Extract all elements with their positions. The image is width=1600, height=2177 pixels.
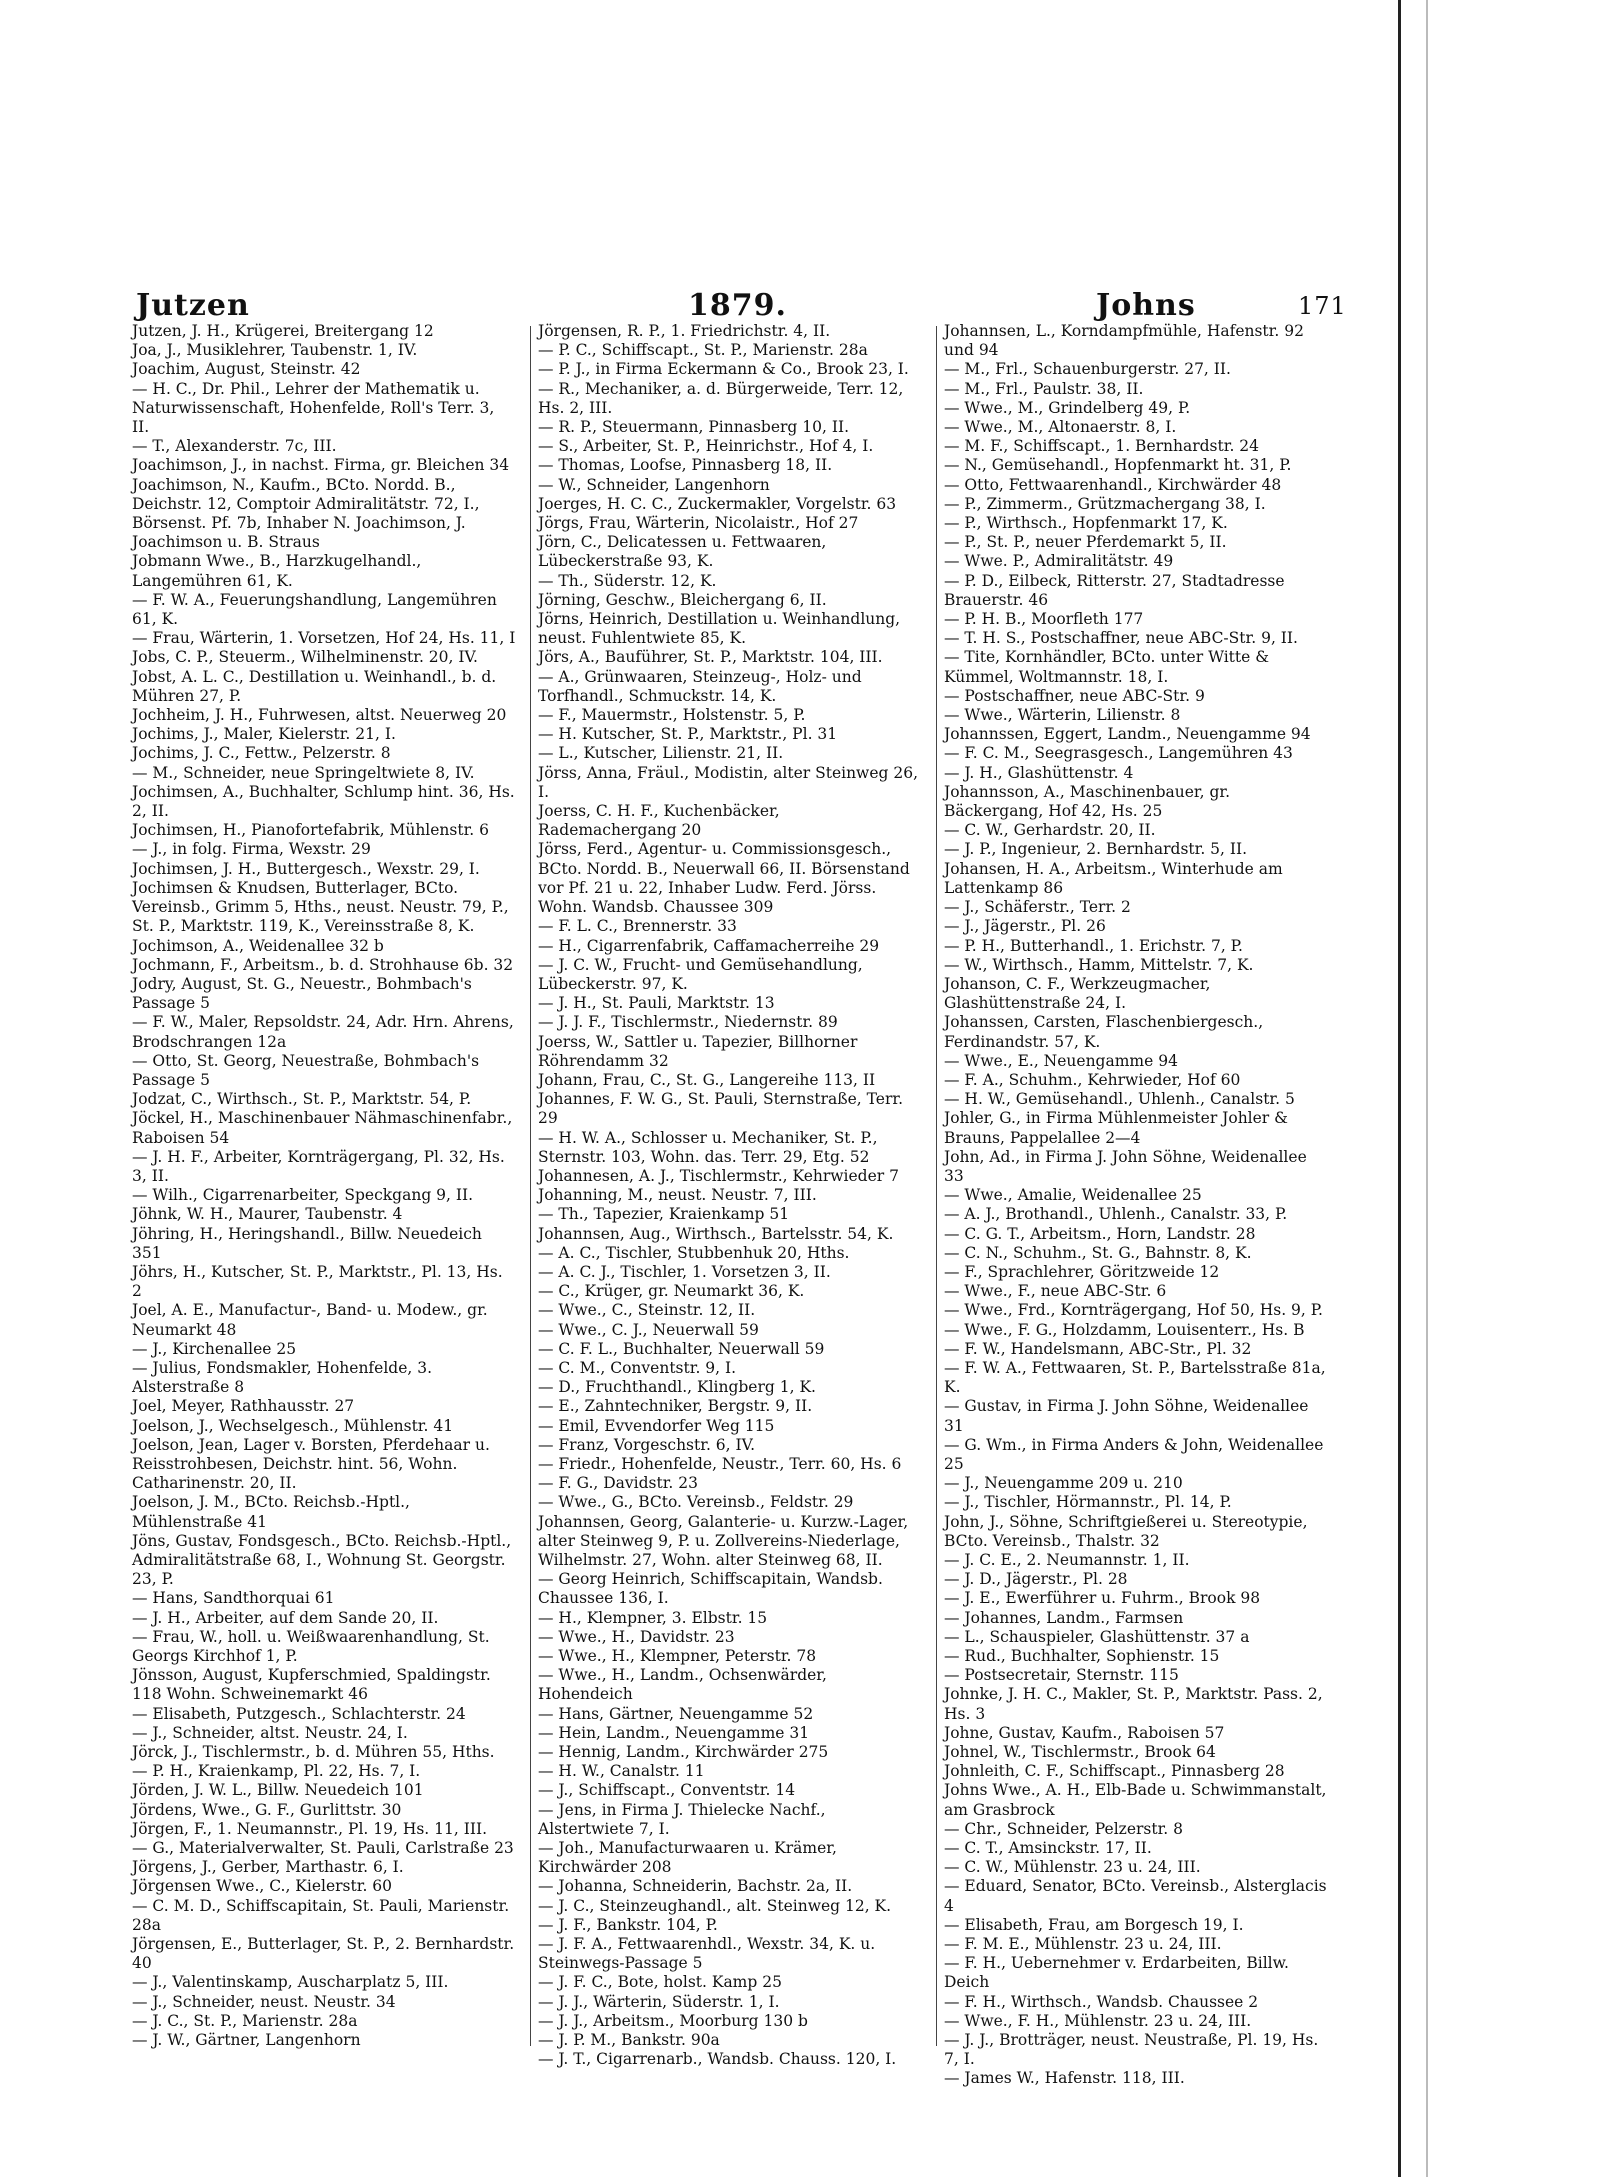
directory-entry: Jochimsen, A., Buchhalter, Schlump hint. 36, Hs. 2, II.: [132, 782, 520, 821]
directory-entry: Jochims, J., Maler, Kielerstr. 21, I.: [132, 725, 396, 744]
directory-entry: — H. W., Gemüsehandl., Uhlenh., Canalstr. 5: [944, 1090, 1295, 1109]
directory-entry: — J. J., Brotträger, neust. Neustraße, Pl. 19, Hs. 7, I.: [944, 2031, 1324, 2069]
directory-entry: — F. W., Handelsmann, ABC-Str., Pl. 32: [944, 1339, 1252, 1358]
directory-entry: Johne, Gustav, Kaufm., Raboisen 57: [944, 1723, 1225, 1742]
directory-entry: Jutzen, J. H., Krügerei, Breitergang 12: [132, 322, 434, 340]
directory-entry: — F. W. A., Fettwaaren, St. P., Bartelsstraße 81a, K.: [944, 1358, 1331, 1397]
directory-entry: — P. H., Kraienkamp, Pl. 22, Hs. 7, I.: [132, 1762, 421, 1781]
directory-entry: Joerges, H. C. C., Zuckermakler, Vorgelstr. 63: [538, 494, 897, 513]
directory-entry: — N., Gemüsehandl., Hopfenmarkt ht. 31, P.: [944, 456, 1292, 475]
directory-entry: — J., Schneider, neust. Neustr. 34: [132, 1992, 396, 2011]
directory-entry: — Hein, Landm., Neuengamme 31: [538, 1723, 810, 1742]
directory-entry: — C. W., Mühlenstr. 23 u. 24, III.: [944, 1858, 1201, 1877]
directory-entry: Jörgen, F., 1. Neumannstr., Pl. 19, Hs. 11, III.: [132, 1819, 488, 1838]
directory-entry: Johnleith, C. F., Schiffscapt., Pinnasberg 28: [944, 1762, 1285, 1781]
directory-entry: Jöhrs, H., Kutscher, St. P., Marktstr., Pl. 13, Hs. 2: [132, 1262, 508, 1301]
directory-entry: Jördens, Wwe., G. F., Gurlittstr. 30: [132, 1800, 402, 1819]
page-number: 171: [1298, 292, 1347, 320]
directory-entry: Johanson, C. F., Werkzeugmacher, Glashüttenstraße 24, I.: [944, 974, 1216, 1013]
directory-entry: — C. T., Amsinckstr. 17, II.: [944, 1839, 1152, 1858]
directory-entry: Jochmann, F., Arbeitsm., b. d. Strohhause 6b. 32: [132, 955, 514, 974]
directory-entry: — Wwe., H., Landm., Ochsenwärder, Hohendeich: [538, 1666, 832, 1704]
directory-entry: — J. P., Ingenieur, 2. Bernhardstr. 5, II.: [944, 840, 1248, 859]
directory-entry: — Wwe., H., Davidstr. 23: [538, 1627, 735, 1646]
directory-entry: — J. E., Ewerführer u. Fuhrm., Brook 98: [944, 1589, 1261, 1608]
directory-entry: Jodry, August, St. G., Neuestr., Bohmbach's Passage 5: [132, 974, 477, 1013]
directory-entry: — Georg Heinrich, Schiffscapitain, Wandsb. Chaussee 136, I.: [538, 1570, 888, 1608]
directory-entry: — Elisabeth, Putzgesch., Schlachterstr. 24: [132, 1704, 466, 1723]
directory-entry: — F., Sprachlehrer, Göritzweide 12: [944, 1262, 1220, 1281]
directory-entry: — L., Schauspieler, Glashüttenstr. 37 a: [944, 1627, 1250, 1646]
directory-entry: — F. L. C., Brennerstr. 33: [538, 917, 737, 936]
directory-column-1: [132, 322, 520, 2122]
directory-entry: Joel, A. E., Manufactur-, Band- u. Modew., gr. Neumarkt 48: [132, 1301, 493, 1339]
directory-entry: — Franz, Vorgeschstr. 6, IV.: [538, 1435, 756, 1454]
directory-entry: — J. T., Cigarrenarb., Wandsb. Chauss. 120, I.: [538, 2050, 897, 2069]
directory-entry: — Emil, Evvendorfer Weg 115: [538, 1416, 775, 1435]
directory-entry: — J. H., Glashüttenstr. 4: [944, 763, 1134, 782]
directory-entry: — Otto, Fettwaarenhandl., Kirchwärder 48: [944, 475, 1282, 494]
directory-entry: — P. C., Schiffscapt., St. P., Marienstr. 28a: [538, 341, 868, 360]
directory-entry: — F. H., Uebernehmer v. Erdarbeiten, Billw. Deich: [944, 1954, 1294, 1992]
directory-entry: — H. Kutscher, St. P., Marktstr., Pl. 31: [538, 725, 838, 744]
directory-entry: Jörgensen Wwe., C., Kielerstr. 60: [132, 1877, 393, 1896]
directory-entry: — P., Wirthsch., Hopfenmarkt 17, K.: [944, 514, 1228, 533]
directory-entry: — Joh., Manufacturwaaren u. Krämer, Kirchwärder 208: [538, 1839, 842, 1877]
directory-entry: — F. C. M., Seegrasgesch., Langemühren 43: [944, 744, 1293, 763]
directory-entry: — Wwe., M., Grindelberg 49, P.: [944, 398, 1191, 417]
directory-entry: — Rud., Buchhalter, Sophienstr. 15: [944, 1647, 1220, 1666]
directory-entry: — Thomas, Loofse, Pinnasberg 18, II.: [538, 456, 833, 475]
directory-entry: Jöckel, H., Maschinenbauer Nähmaschinenfabr., Raboisen 54: [132, 1109, 518, 1147]
directory-entry: Jobst, A. L. C., Destillation u. Weinhandl., b. d. Mühren 27, P.: [132, 667, 502, 705]
directory-entry: — A. C., Tischler, Stubbenhuk 20, Hths.: [538, 1243, 850, 1262]
directory-entry: — J. F. C., Bote, holst. Kamp 25: [538, 1973, 782, 1992]
directory-entry: Jodzat, C., Wirthsch., St. P., Marktstr. 54, P.: [132, 1090, 472, 1109]
directory-entry: Joachimson, N., Kaufm., BCto. Nordd. B., Deichstr. 12, Comptoir Admiralitätstr. 72, I., Börsenst. Pf. 7b, Inhaber N. Joachimson, J. Joachimson u. B. Straus: [132, 475, 485, 552]
directory-entry: — C. M. D., Schiffscapitain, St. Pauli, Marienstr. 28a: [132, 1896, 515, 1934]
directory-entry: Johnke, J. H. C., Makler, St. P., Marktstr. Pass. 2, Hs. 3: [944, 1685, 1328, 1723]
directory-entry: — A. C. J., Tischler, 1. Vorsetzen 3, II.: [538, 1262, 831, 1281]
directory-entry: Johannssen, Eggert, Landm., Neuengamme 94: [944, 725, 1311, 744]
directory-entry: — J. C., Steinzeughandl., alt. Steinweg 12, K.: [538, 1896, 892, 1915]
directory-entry: Johannes, F. W. G., St. Pauli, Sternstraße, Terr. 29: [538, 1090, 908, 1128]
directory-entry: — Postsecretair, Sternstr. 115: [944, 1666, 1179, 1685]
directory-entry: — Wwe., M., Altonaerstr. 8, I.: [944, 418, 1177, 437]
directory-entry: — Wwe., H., Klempner, Peterstr. 78: [538, 1647, 817, 1666]
directory-entry: Johannsen, L., Korndampfmühle, Hafenstr. 92 und 94: [944, 322, 1309, 360]
directory-entry: — J. F. A., Fettwaarenhdl., Wexstr. 34, K. u. Steinwegs-Passage 5: [538, 1935, 881, 1973]
directory-entry: — J. H., St. Pauli, Marktstr. 13: [538, 994, 775, 1013]
directory-entry: — J. F., Bankstr. 104, P.: [538, 1915, 718, 1934]
directory-entry: — Th., Süderstr. 12, K.: [538, 571, 717, 590]
directory-entry: — Wwe., Amalie, Weidenallee 25: [944, 1186, 1202, 1205]
directory-entry: — J., Schäferstr., Terr. 2: [944, 898, 1131, 917]
directory-entry: — H., Cigarrenfabrik, Caffamacherreihe 29: [538, 936, 880, 955]
directory-entry: — J., Schneider, altst. Neustr. 24, I.: [132, 1723, 408, 1742]
directory-entry: Jochheim, J. H., Fuhrwesen, altst. Neuerweg 20: [132, 706, 507, 725]
directory-entry: — J. C. E., 2. Neumannstr. 1, II.: [944, 1551, 1190, 1569]
directory-entry: — H. W. A., Schlosser u. Mechaniker, St. P., Sternstr. 103, Wohn. das. Terr. 29, Etg. 52: [538, 1128, 883, 1166]
column-divider-2: [936, 326, 937, 2046]
directory-entry: — Friedr., Hohenfelde, Neustr., Terr. 60, Hs. 6: [538, 1454, 902, 1473]
directory-entry: Johanssen, Carsten, Flaschenbiergesch., Ferdinandstr. 57, K.: [944, 1013, 1269, 1051]
directory-entry: — Hans, Sandthorquai 61: [132, 1589, 335, 1608]
directory-entry: Jöhnk, W. H., Maurer, Taubenstr. 4: [132, 1205, 403, 1224]
directory-entry: — L., Kutscher, Lilienstr. 21, II.: [538, 744, 784, 763]
directory-entry: — C. F. L., Buchhalter, Neuerwall 59: [538, 1339, 825, 1358]
directory-entry: — W., Wirthsch., Hamm, Mittelstr. 7, K.: [944, 955, 1254, 974]
directory-entry: Jöns, Gustav, Fondsgesch., BCto. Reichsb.-Hptl., Admiralitätstraße 68, I., Wohnung St. Georgstr. 23, P.: [132, 1531, 517, 1589]
directory-entry: — Tite, Kornhändler, BCto. unter Witte & Kümmel, Woltmannstr. 18, I.: [944, 648, 1274, 686]
directory-column-2: [538, 322, 922, 2122]
directory-entry: Jöhring, H., Heringshandl., Billw. Neuedeich 351: [132, 1224, 487, 1262]
directory-entry: Jörck, J., Tischlermstr., b. d. Mühren 55, Hths.: [132, 1743, 495, 1762]
directory-entry: — T., Alexanderstr. 7c, III.: [132, 437, 337, 456]
directory-entry: — Wwe., F., neue ABC-Str. 6: [944, 1282, 1167, 1301]
directory-entry: — Wwe., E., Neuengamme 94: [944, 1051, 1178, 1070]
directory-entry: — Julius, Fondsmakler, Hohenfelde, 3. Alsterstraße 8: [132, 1358, 437, 1397]
directory-entry: — C. G. T., Arbeitsm., Horn, Landstr. 28: [944, 1224, 1256, 1243]
directory-entry: — G. Wm., in Firma Anders & John, Weidenallee 25: [944, 1435, 1329, 1473]
directory-entry: — Johannes, Landm., Farmsen: [944, 1608, 1184, 1627]
directory-entry: Jörgs, Frau, Wärterin, Nicolaistr., Hof 27: [538, 514, 859, 533]
directory-entry: — Gustav, in Firma J. John Söhne, Weidenallee 31: [944, 1397, 1314, 1435]
directory-entry: John, Ad., in Firma J. John Söhne, Weidenallee 33: [944, 1147, 1312, 1185]
directory-entry: — Wwe., Wärterin, Lilienstr. 8: [944, 706, 1181, 725]
directory-entry: — R., Mechaniker, a. d. Bürgerweide, Terr. 12, Hs. 2, III.: [538, 379, 909, 417]
directory-entry: Jörning, Geschw., Bleichergang 6, II.: [538, 590, 827, 609]
directory-entry: — J. C., St. P., Marienstr. 28a: [132, 2011, 358, 2030]
directory-entry: — C. W., Gerhardstr. 20, II.: [944, 821, 1156, 840]
directory-entry: — H., Klempner, 3. Elbstr. 15: [538, 1608, 768, 1627]
directory-entry: — J. H., Arbeiter, auf dem Sande 20, II.: [132, 1608, 439, 1627]
directory-entry: — Chr., Schneider, Pelzerstr. 8: [944, 1819, 1184, 1838]
directory-entry: — C. N., Schuhm., St. G., Bahnstr. 8, K.: [944, 1243, 1252, 1262]
directory-entry: — J. P. M., Bankstr. 90a: [538, 2031, 720, 2050]
header-right-word: Johns: [1096, 288, 1196, 323]
directory-entry: Jörss, Ferd., Agentur- u. Commissionsgesch., BCto. Nordd. B., Neuerwall 66, II. Börsenstand vor Pf. 21 u. 22, Inhaber Ludw. Ferd. Jörss. Wohn. Wandsb. Chaussee 309: [538, 840, 915, 917]
directory-entry: — J., Schiffscapt., Conventstr. 14: [538, 1781, 796, 1800]
directory-entry: — Wwe. P., Admiralitätstr. 49: [944, 552, 1174, 571]
directory-entry: Johns Wwe., A. H., Elb-Bade u. Schwimmanstalt, am Grasbrock: [944, 1781, 1332, 1819]
directory-entry: — M., Schneider, neue Springeltwiete 8, IV.: [132, 763, 475, 782]
directory-entry: Jörn, C., Delicatessen u. Fettwaaren, Lübeckerstraße 93, K.: [538, 533, 832, 571]
directory-entry: — F. W. A., Feuerungshandlung, Langemühren 61, K.: [132, 590, 502, 629]
directory-entry: — C., Krüger, gr. Neumarkt 36, K.: [538, 1282, 805, 1301]
directory-entry: Johanning, M., neust. Neustr. 7, III.: [538, 1186, 817, 1205]
directory-entry: Jörns, Heinrich, Destillation u. Weinhandlung, neust. Fuhlentwiete 85, K.: [538, 610, 906, 648]
directory-entry: Joel, Meyer, Rathhausstr. 27: [132, 1397, 355, 1416]
directory-entry: — G., Materialverwalter, St. Pauli, Carlstraße 23: [132, 1839, 514, 1858]
directory-entry: — Johanna, Schneiderin, Bachstr. 2a, II.: [538, 1877, 853, 1896]
directory-entry: — J. C. W., Frucht- und Gemüsehandlung, Lübeckerstr. 97, K.: [538, 955, 868, 993]
directory-entry: — F., Mauermstr., Holstenstr. 5, P.: [538, 706, 806, 725]
directory-entry: — Hennig, Landm., Kirchwärder 275: [538, 1743, 829, 1762]
directory-entry: — T. H. S., Postschaffner, neue ABC-Str. 9, II.: [944, 629, 1298, 648]
directory-column-3: [944, 322, 1332, 2122]
directory-entry: Joachim, August, Steinstr. 42: [132, 360, 361, 379]
directory-entry: — Hans, Gärtner, Neuengamme 52: [538, 1704, 814, 1723]
directory-entry: — Wwe., C., Steinstr. 12, II.: [538, 1301, 756, 1320]
directory-entry: Jörs, A., Bauführer, St. P., Marktstr. 104, III.: [538, 648, 883, 667]
directory-entry: — Wwe., G., BCto. Vereinsb., Feldstr. 29: [538, 1493, 854, 1512]
directory-entry: Jochimsen & Knudsen, Butterlager, BCto. Vereinsb., Grimm 5, Hths., neust. Neustr. 79, P., St. P., Marktstr. 119, K., Vereinsstraße 8, K.: [132, 878, 514, 936]
directory-entry: Jochimsen, J. H., Buttergesch., Wexstr. 29, I.: [132, 859, 480, 878]
directory-entry: — H. W., Canalstr. 11: [538, 1762, 705, 1781]
directory-entry: — P. H. B., Moorfleth 177: [944, 610, 1144, 629]
directory-entry: — P., St. P., neuer Pferdemarkt 5, II.: [944, 533, 1227, 552]
directory-entry: — P., Zimmerm., Grützmachergang 38, I.: [944, 494, 1266, 513]
directory-entry: — Jens, in Firma J. Thielecke Nachf., Alstertwiete 7, I.: [538, 1800, 831, 1838]
directory-entry: Jörgensen, R. P., 1. Friedrichstr. 4, II.: [538, 322, 831, 340]
directory-entry: Jörgensen, E., Butterlager, St. P., 2. Bernhardstr. 40: [132, 1935, 520, 1973]
directory-entry: Joa, J., Musiklehrer, Taubenstr. 1, IV.: [132, 341, 418, 360]
directory-entry: Jörss, Anna, Fräul., Modistin, alter Steinweg 26, I.: [538, 763, 923, 801]
directory-entry: — J., Neuengamme 209 u. 210: [944, 1474, 1183, 1493]
directory-entry: — J. D., Jägerstr., Pl. 28: [944, 1570, 1128, 1589]
directory-entry: Joelson, J. M., BCto. Reichsb.-Hptl., Mühlenstraße 41: [132, 1493, 415, 1531]
directory-entry: Jobs, C. P., Steuerm., Wilhelminenstr. 20, IV.: [132, 648, 478, 667]
directory-entry: — J. J., Wärterin, Süderstr. 1, I.: [538, 1992, 780, 2011]
directory-entry: Johann, Frau, C., St. G., Langereihe 113, II: [538, 1070, 876, 1089]
directory-entry: — Frau, Wärterin, 1. Vorsetzen, Hof 24, Hs. 11, I: [132, 629, 516, 648]
directory-entry: Johannsen, Georg, Galanterie- u. Kurzw.-Lager, alter Steinweg 9, P. u. Zollvereins-Niederlage, Wilhelmstr. 27, Wohn. alter Steinweg 68, II.: [538, 1512, 914, 1569]
page-edge-shadow: [1398, 0, 1401, 2177]
directory-entry: — J., Valentinskamp, Auscharplatz 5, III.: [132, 1973, 449, 1992]
directory-entry: — J. H. F., Arbeiter, Kornträgergang, Pl. 32, Hs. 3, II.: [132, 1147, 510, 1185]
directory-entry: — Wwe., Frd., Kornträgergang, Hof 50, Hs. 9, P.: [944, 1301, 1323, 1320]
directory-entry: Joerss, C. H. F., Kuchenbäcker, Rademachergang 20: [538, 802, 785, 840]
directory-entry: Joachimson, J., in nachst. Firma, gr. Bleichen 34: [132, 456, 510, 475]
directory-entry: Jochims, J. C., Fettw., Pelzerstr. 8: [132, 744, 391, 763]
directory-entry: — J. J. F., Tischlermstr., Niedernstr. 89: [538, 1013, 838, 1032]
directory-entry: — F. A., Schuhm., Kehrwieder, Hof 60: [944, 1070, 1241, 1089]
directory-entry: — Wwe., F. H., Mühlenstr. 23 u. 24, III.: [944, 2011, 1252, 2030]
directory-entry: John, J., Söhne, Schriftgießerei u. Stereotypie, BCto. Vereinsb., Thalstr. 32: [944, 1512, 1313, 1550]
directory-entry: — Wwe., C. J., Neuerwall 59: [538, 1320, 759, 1339]
directory-entry: Jörden, J. W. L., Billw. Neuedeich 101: [132, 1781, 424, 1800]
directory-entry: — F. H., Wirthsch., Wandsb. Chaussee 2: [944, 1992, 1259, 2011]
directory-entry: — Otto, St. Georg, Neuestraße, Bohmbach's Passage 5: [132, 1051, 485, 1089]
directory-entry: — A., Grünwaaren, Steinzeug-, Holz- und Torfhandl., Schmuckstr. 14, K.: [538, 667, 867, 705]
directory-entry: Johler, G., in Firma Mühlenmeister Johler & Brauns, Pappelallee 2—4: [944, 1109, 1293, 1147]
directory-entry: Johnel, W., Tischlermstr., Brook 64: [944, 1743, 1216, 1762]
directory-entry: — J. J., Arbeitsm., Moorburg 130 b: [538, 2011, 808, 2030]
directory-entry: — Eduard, Senator, BCto. Vereinsb., Alsterglacis 4: [944, 1877, 1332, 1915]
directory-entry: — A. J., Brothandl., Uhlenh., Canalstr. 33, P.: [944, 1205, 1288, 1224]
directory-entry: — Wwe., F. G., Holzdamm, Louisenterr., Hs. B: [944, 1320, 1305, 1339]
directory-entry: Joelson, Jean, Lager v. Borsten, Pferdehaar u. Reisstrohbesen, Deichstr. hint. 56, Wohn. Catharinenstr. 20, II.: [132, 1435, 495, 1493]
directory-entry: — P. D., Eilbeck, Ritterstr. 27, Stadtadresse Brauerstr. 46: [944, 571, 1290, 609]
directory-entry: — F. M. E., Mühlenstr. 23 u. 24, III.: [944, 1935, 1222, 1954]
directory-entry: Jochimsen, H., Pianofortefabrik, Mühlenstr. 6: [132, 821, 490, 840]
directory-entry: — J., Tischler, Hörmannstr., Pl. 14, P.: [944, 1493, 1232, 1512]
directory-entry: — H. C., Dr. Phil., Lehrer der Mathematik u. Naturwissenschaft, Hohenfelde, Roll's Terr. 3, II.: [132, 379, 500, 437]
directory-entry: — M., Frl., Paulstr. 38, II.: [944, 379, 1144, 398]
directory-entry: — R. P., Steuermann, Pinnasberg 10, II.: [538, 418, 850, 437]
directory-entry: Johannsson, A., Maschinenbauer, gr. Bäckergang, Hof 42, Hs. 25: [944, 782, 1235, 821]
directory-entry: — D., Fruchthandl., Klingberg 1, K.: [538, 1378, 816, 1397]
directory-entry: Jobmann Wwe., B., Harzkugelhandl., Langemühren 61, K.: [132, 552, 427, 590]
directory-entry: — J., Jägerstr., Pl. 26: [944, 917, 1106, 936]
directory-entry: — James W., Hafenstr. 118, III.: [944, 2069, 1185, 2088]
column-divider-1: [530, 326, 531, 2046]
directory-entry: — J., in folg. Firma, Wexstr. 29: [132, 840, 371, 859]
directory-entry: — M. F., Schiffscapt., 1. Bernhardstr. 24: [944, 437, 1260, 456]
directory-entry: — P. J., in Firma Eckermann & Co., Brook 23, I.: [538, 360, 909, 379]
directory-entry: Joelson, J., Wechselgesch., Mühlenstr. 41: [132, 1416, 454, 1435]
directory-entry: — Frau, W., holl. u. Weißwaarenhandlung, St. Georgs Kirchhof 1, P.: [132, 1627, 495, 1666]
directory-entry: Johansen, H. A., Arbeitsm., Winterhude am Lattenkamp 86: [944, 859, 1288, 897]
directory-entry: — S., Arbeiter, St. P., Heinrichstr., Hof 4, I.: [538, 437, 874, 456]
directory-entry: — F. W., Maler, Repsoldstr. 24, Adr. Hrn. Ahrens, Brodschrangen 12a: [132, 1013, 519, 1051]
directory-entry: Jochimson, A., Weidenallee 32 b: [132, 936, 384, 955]
directory-entry: — Elisabeth, Frau, am Borgesch 19, I.: [944, 1915, 1244, 1934]
directory-entry: — M., Frl., Schauenburgerstr. 27, II.: [944, 360, 1231, 379]
directory-entry: Johannsen, Aug., Wirthsch., Bartelsstr. 54, K.: [538, 1224, 894, 1243]
directory-entry: — C. M., Conventstr. 9, I.: [538, 1358, 737, 1377]
header-left-word: Jutzen: [136, 288, 250, 323]
directory-entry: — E., Zahntechniker, Bergstr. 9, II.: [538, 1397, 813, 1416]
directory-entry: — Wilh., Cigarrenarbeiter, Speckgang 9, II.: [132, 1186, 474, 1205]
directory-entry: — J. W., Gärtner, Langenhorn: [132, 2031, 361, 2050]
header-year: 1879.: [688, 288, 787, 323]
directory-entry: — Th., Tapezier, Kraienkamp 51: [538, 1205, 790, 1224]
page-edge-line: [1426, 0, 1428, 2177]
directory-entry: — F. G., Davidstr. 23: [538, 1474, 699, 1493]
directory-entry: Jörgens, J., Gerber, Marthastr. 6, I.: [132, 1858, 404, 1877]
directory-entry: — W., Schneider, Langenhorn: [538, 475, 770, 494]
directory-entry: Johannesen, A. J., Tischlermstr., Kehrwieder 7: [538, 1166, 899, 1185]
directory-entry: — J., Kirchenallee 25: [132, 1339, 297, 1358]
directory-entry: — P. H., Butterhandl., 1. Erichstr. 7, P.: [944, 936, 1243, 955]
directory-entry: Joerss, W., Sattler u. Tapezier, Billhorner Röhrendamm 32: [538, 1032, 863, 1070]
directory-entry: — Postschaffner, neue ABC-Str. 9: [944, 686, 1205, 705]
directory-entry: Jönsson, August, Kupferschmied, Spaldingstr. 118 Wohn. Schweinemarkt 46: [132, 1666, 496, 1704]
